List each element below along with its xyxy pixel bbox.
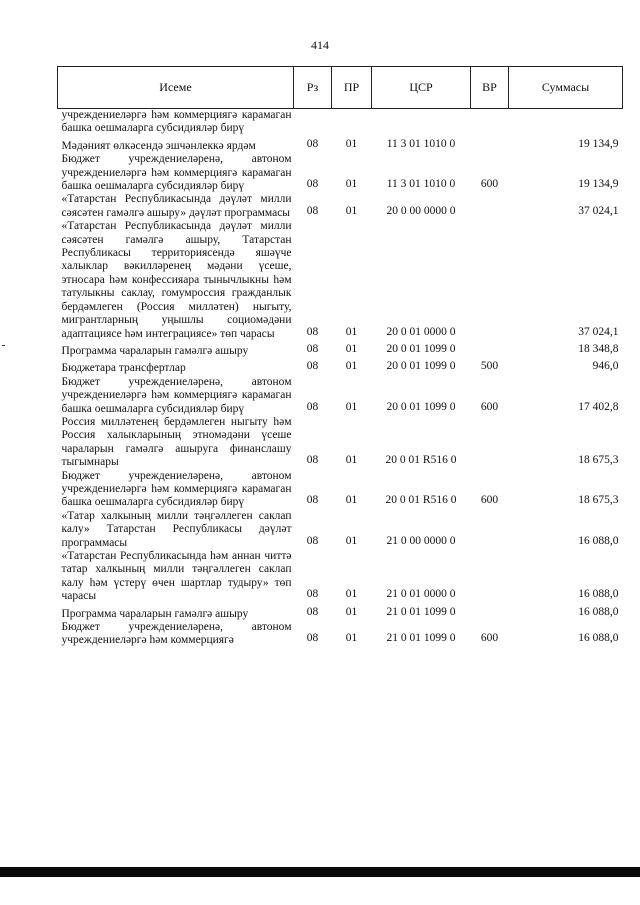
header-rz: Рз: [294, 67, 332, 109]
header-vr: ВР: [471, 67, 509, 109]
cell-name: «Татар халкының милли тәңгәллеген саклап калу» Татарстан Республикасы дәүләт программасы: [61, 509, 292, 549]
table-body: [58, 109, 623, 648]
cell-vr: [471, 220, 509, 341]
cell-pr: 01: [345, 204, 358, 217]
table-row: [58, 376, 623, 416]
cell-rz: 08: [306, 400, 319, 413]
table-row: [58, 510, 623, 550]
cell-sum: 946,0: [592, 360, 619, 373]
table-row: [58, 358, 623, 375]
cell-rz: 08: [306, 325, 319, 338]
header-csr: ЦСР: [372, 67, 471, 109]
cell-pr: 01: [345, 605, 358, 618]
table-row: [58, 193, 623, 220]
cell-csr: 20 0 01 0000 0: [386, 325, 456, 338]
cell-name: Бюджет учреждениеләренә, автоном учреждениеләргә һәм коммерциягә карамаган башка оешмаларга субсидияләр бирү: [61, 375, 292, 415]
cell-sum: 18 675,3: [578, 494, 619, 507]
cell-vr: 600: [480, 400, 499, 413]
cell-vr: 600: [480, 632, 499, 645]
cell-csr: 21 0 01 1099 0: [386, 605, 456, 618]
cell-vr: [471, 550, 509, 604]
cell-name: «Татарстан Республикасында дәүләт милли сәясәтен гамәлгә ашыру» дәүләт программасы: [61, 193, 292, 219]
table-row: [58, 341, 623, 358]
cell-csr: 21 0 01 1099 0: [386, 632, 456, 645]
cell-csr: 21 0 00 0000 0: [386, 534, 456, 547]
cell-csr: 21 0 01 0000 0: [386, 588, 456, 601]
cell-rz: 08: [306, 588, 319, 601]
cell-name: Мәдәният өлкәсендә эшчәнлеккә ярдәм: [61, 139, 256, 152]
cell-vr: [471, 109, 509, 136]
cell-pr: 01: [345, 588, 358, 601]
cell-csr: 20 0 01 R516 0: [385, 454, 457, 467]
cell-name: учреждениеләргә һәм коммерциягә карамаган башка оешмаларга субсидияләр бирү: [61, 109, 292, 135]
cell-sum: [509, 109, 623, 136]
cell-sum: 19 134,9: [578, 137, 619, 150]
cell-pr: 01: [345, 325, 358, 338]
page-number: 414: [311, 38, 329, 52]
cell-name: Бюджет учреждениеләренә, автоном учреждениеләргә һәм коммерциягә карамаган башка оешмаларга субсидияләр бирү: [61, 469, 292, 509]
cell-vr: [471, 604, 509, 621]
table-header-row: [58, 67, 623, 109]
cell-sum: 16 088,0: [578, 534, 619, 547]
cell-csr: 20 0 00 0000 0: [386, 204, 456, 217]
cell-csr: 20 0 01 1099 0: [386, 342, 456, 355]
cell-sum: 19 134,9: [578, 178, 619, 191]
cell-sum: 37 024,1: [578, 325, 619, 338]
cell-pr: 01: [345, 632, 358, 645]
cell-sum: 18 675,3: [578, 454, 619, 467]
cell-rz: 08: [306, 605, 319, 618]
cell-csr: 20 0 01 1099 0: [386, 400, 456, 413]
cell-vr: [471, 193, 509, 220]
cell-name: Россия милләтенең бердәмлеген ныгыту һәм Россия халыкларының этномәдәни үсеше чараларын гамәлгә ашыруга финанслашу тыгымнары: [61, 415, 292, 469]
cell-pr: 01: [345, 534, 358, 547]
cell-pr: 01: [345, 400, 358, 413]
cell-name: Бюджет учреждениеләренә, автоном учреждениеләргә һәм коммерциягә: [61, 621, 292, 647]
cell-pr: 01: [345, 454, 358, 467]
table-row: [58, 621, 623, 648]
cell-rz: 08: [306, 178, 319, 191]
cell-csr: [372, 109, 471, 136]
cell-vr: 600: [480, 494, 499, 507]
cell-rz: 08: [306, 360, 319, 373]
cell-rz: 08: [306, 204, 319, 217]
cell-rz: 08: [306, 342, 319, 355]
table-row: [58, 416, 623, 470]
table-row: [58, 136, 623, 153]
cell-sum: 37 024,1: [578, 204, 619, 217]
cell-vr: 600: [480, 178, 499, 191]
cell-csr: 11 3 01 1010 0: [386, 178, 456, 191]
table-row: [58, 153, 623, 193]
cell-rz: 08: [306, 137, 319, 150]
cell-rz: 08: [306, 454, 319, 467]
cell-vr: [471, 510, 509, 550]
scan-mark: [2, 345, 5, 346]
cell-name: Программа чараларын гамәлгә ашыру: [61, 607, 249, 620]
cell-rz: 08: [306, 494, 319, 507]
header-name: Исеме: [58, 67, 294, 109]
cell-vr: [471, 416, 509, 470]
cell-pr: 01: [345, 137, 358, 150]
cell-name: «Татарстан Республикасында дәүләт милли сәясәтен гамәлгә ашыру, Татарстан Республикасы территориясендә яшәүче халыклар вәкилләренең мәдәни үсеше, этносара һәм конфессияара тынычлыкны һәм татулыкны саклау, гомумроссия гражданлык бердәмлеген (Россия милләтен) ныгыту, мигрантларның уңышлы социомәдәни адаптациясе һәм интеграциясе» төп чарасы: [61, 220, 292, 340]
cell-pr: [332, 109, 372, 136]
cell-pr: 01: [345, 178, 358, 191]
cell-sum: 17 402,8: [578, 400, 619, 413]
table-row: [58, 470, 623, 510]
scan-bottom-bar: [0, 867, 640, 877]
cell-rz: 08: [306, 534, 319, 547]
table-row: [58, 220, 623, 341]
cell-name: Бюджет учреждениеләренә, автоном учреждениеләргә һәм коммерциягә карамаган башка оешмаларга субсидияләр бирү: [61, 153, 292, 193]
cell-sum: 18 348,8: [578, 342, 619, 355]
cell-csr: 20 0 01 1099 0: [386, 360, 456, 373]
header-pr: ПР: [332, 67, 372, 109]
cell-name: «Татарстан Республикасында һәм аннан читтә татар халкының милли тәңгәллеген саклап калу һәм үстерү өчен шартлар тудыру» төп чарасы: [61, 550, 292, 603]
cell-pr: 01: [345, 342, 358, 355]
header-sum: Суммасы: [509, 67, 623, 109]
cell-vr: [471, 136, 509, 153]
budget-table: [57, 66, 623, 648]
cell-csr: 20 0 01 R516 0: [385, 494, 457, 507]
cell-name: Программа чараларын гамәлгә ашыру: [61, 344, 249, 357]
table-row: [58, 550, 623, 604]
cell-csr: 11 3 01 1010 0: [386, 137, 456, 150]
cell-rz: [294, 109, 332, 136]
cell-vr: 500: [480, 360, 499, 373]
cell-rz: 08: [306, 632, 319, 645]
table-row: [58, 604, 623, 621]
cell-pr: 01: [345, 494, 358, 507]
cell-sum: 16 088,0: [578, 605, 619, 618]
cell-pr: 01: [345, 360, 358, 373]
cell-sum: 16 088,0: [578, 588, 619, 601]
cell-name: Бюджетара трансфертлар: [61, 362, 186, 375]
cell-sum: 16 088,0: [578, 632, 619, 645]
cell-vr: [471, 341, 509, 358]
table-row: [58, 109, 623, 136]
